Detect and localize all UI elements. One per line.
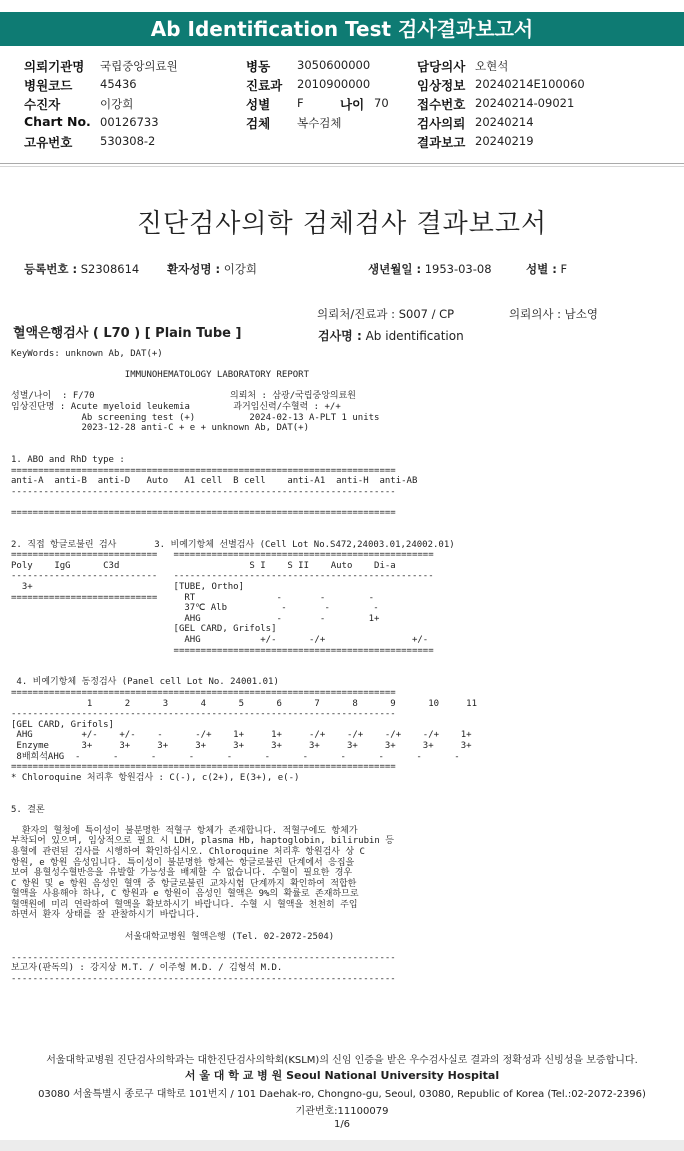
- report-title: 진단검사의학 검체검사 결과보고서: [136, 209, 548, 239]
- header-value-patient: 이강희: [100, 97, 134, 111]
- header-label-department: 진료과: [246, 78, 283, 93]
- header-label-doctor: 담당의사: [417, 59, 466, 74]
- test-name: [318, 327, 464, 344]
- patient-sex: [526, 261, 567, 277]
- report-banner: Ab Identification Test 검사결과보고서: [0, 12, 684, 46]
- header-value-specimen: 복수검체: [297, 116, 342, 130]
- header-value-doctor: 오현석: [475, 59, 509, 73]
- footer-hospital-name: 서 울 대 학 교 병 원 Seoul National University Hospital: [184, 1069, 500, 1082]
- request-dept: 의뢰처/진료과 : S007 / CP: [317, 307, 455, 321]
- footer-certification: 서울대학교병원 진단검사의학과는 대한진단검사의학회(KSLM)의 신임 인증을 받은 우수검사실로 결과의 정확성과 신빙성을 보증합니다.: [46, 1055, 638, 1066]
- header-label-sex: 성별: [246, 97, 271, 112]
- request-doctor: 의뢰의사 : 남소영: [509, 307, 598, 321]
- header-value-unique-no: 530308-2: [100, 134, 156, 148]
- patient-name: [167, 261, 257, 277]
- header-value-sex: F: [297, 96, 304, 110]
- header-label-report-date: 결과보고: [417, 135, 466, 150]
- header-label-receipt-no: 접수번호: [417, 97, 466, 112]
- header-divider: [0, 163, 684, 164]
- page-bottom-bar: [0, 1140, 684, 1151]
- footer-address: 03080 서울특별시 종로구 대학로 101번지 / 101 Daehak-ro, Chongno-gu, Seoul, 03080, Republic of Korea (Tel.:02-2072-2396): [38, 1089, 646, 1100]
- patient-reg-no: [24, 261, 139, 277]
- header-value-chart-no: 00126733: [100, 115, 159, 129]
- report-body: KeyWords: unknown Ab, DAT(+) IMMUNOHEMATOLOGY LABORATORY REPORT 성별/나이 : F/70 의뢰처 : 삼광/국립중앙의료원 임상진단명 : Acute myeloid leukemia 과거임신력/수혈력 : +/+ Ab screening test (+) 2024-02-13 A-PLT 1 units 2023-12-28 anti-C + e + unknown Ab, DAT(+) 1. ABO and RhD type : ======================================================================= anti-A anti-B anti-D Auto A1 cell B cell anti-A1 anti-H anti-AB ----------------------------------------------------------------------- ======================================================================= 2. 직접 항글로불린 검사 3. 비예기항체 선별검사 (Cell Lot No.S472,24003.01,24002.01) =========================== ================================================ Poly IgG C3d S I S II Auto Di-a --------------------------- ------------------------------------------------ 3+ [TUBE, Ortho] =========================== RT - - - 37℃ Alb - - - AHG - - 1+ [GEL CARD, Grifols] AHG +/- -/+ +/- ================================================ 4. 비예기항체 동정검사 (Panel cell Lot No. 24001.01) ======================================================================= 1 2 3 4 5 6 7 8 9 10 11 ----------------------------------------------------------------------- [GEL CARD, Grifols] AHG +/- +/- - -/+ 1+ 1+ -/+ -/+ -/+ -/+ 1+ Enzyme 3+ 3+ 3+ 3+ 3+ 3+ 3+ 3+ 3+ 3+ 3+ 8배희석AHG - - - - - - - - - - - ======================================================================= * Chloroquine 처리후 항원검사 : C(-), c(2+), E(3+), e(-) 5. 결론 환자의 혈청에 특이성이 불분명한 적혈구 항체가 존재합니다. 적혈구에도 항체가 부착되어 있으며, 임상적으로 필요 시 LDH, plasma Hb, haptoglobin, bilirubin 등 용혈에 관련된 검사를 시행하여 확인하십시오. Chloroquine 처리후 항원검사 상 C 항원, e 항원 음성입니다. 특이성이 불분명한 항체는 항글로불린 단계에서 응집을 보여 용혈성수혈반응을 유발할 가능성을 배제할 수 없습니다. 수혈이 필요한 경우 C 항원 및 e 항원 음성인 혈액 중 항글로불린 교차시험 단계까지 확인하여 적합한 혈액을 사용해야 하나, C 항원과 e 항원이 음성인 혈액은 9%의 확률로 존재하므로 혈액원에 미리 연락하여 혈액을 확보하시기 바랍니다. 수혈 시 혈액을 천천히 주입 하면서 환자 상태를 잘 관찰하시기 바랍니다. 서울대학교병원 혈액은행 (Tel. 02-2072-2504) ----------------------------------------------------------------------- 보고자(판독의) : 강지상 M.T. / 이주형 M.D. / 김형석 M.D. -----------------------------------------------------------------------: [11, 349, 477, 985]
- header-label-chart-no: Chart No.: [24, 114, 91, 129]
- header-value-receipt-no: 20240214-09021: [475, 96, 575, 110]
- header-label-hospital-code: 병원코드: [24, 78, 73, 93]
- header-value-department: 2010900000: [297, 77, 371, 91]
- header-label-age: 나이: [340, 97, 365, 112]
- patient-name-value: 이강희: [223, 262, 258, 276]
- footer-institution-no: 기관번호:11100079: [295, 1106, 389, 1117]
- patient-reg-value: S2308614: [80, 262, 140, 276]
- page-number: 1/6: [333, 1119, 351, 1130]
- test-name-value: Ab identification: [365, 329, 464, 343]
- header-value-request-date: 20240214: [475, 115, 534, 129]
- section-title: 혈액은행검사 ( L70 ) [ Plain Tube ]: [13, 326, 242, 341]
- patient-reg-label: 등록번호 :: [24, 262, 78, 276]
- test-name-label: 검사명 :: [318, 329, 362, 343]
- header-label-specimen: 검체: [246, 116, 271, 131]
- header-divider-shadow: [0, 166, 684, 167]
- header-value-report-date: 20240219: [475, 134, 534, 148]
- header-label-institution: 의뢰기관명: [24, 59, 85, 74]
- header-label-clinical-info: 임상정보: [417, 78, 466, 93]
- header-label-patient: 수진자: [24, 97, 61, 112]
- header-label-ward: 병동: [246, 59, 271, 74]
- patient-name-label: 환자성명 :: [167, 262, 221, 276]
- header-label-unique-no: 고유번호: [24, 135, 73, 150]
- patient-dob-value: 1953-03-08: [424, 262, 492, 276]
- header-value-institution: 국립중앙의료원: [100, 59, 178, 73]
- header-value-hospital-code: 45436: [100, 77, 137, 91]
- header-label-request-date: 검사의뢰: [417, 116, 466, 131]
- header-value-ward: 3050600000: [297, 58, 371, 72]
- header-value-age: 70: [374, 96, 389, 110]
- patient-dob: [368, 261, 492, 277]
- patient-sex-label: 성별 :: [526, 262, 557, 276]
- patient-dob-label: 생년월일 :: [368, 262, 422, 276]
- patient-sex-value: F: [560, 262, 568, 276]
- header-value-clinical-info: 20240214E100060: [475, 77, 585, 91]
